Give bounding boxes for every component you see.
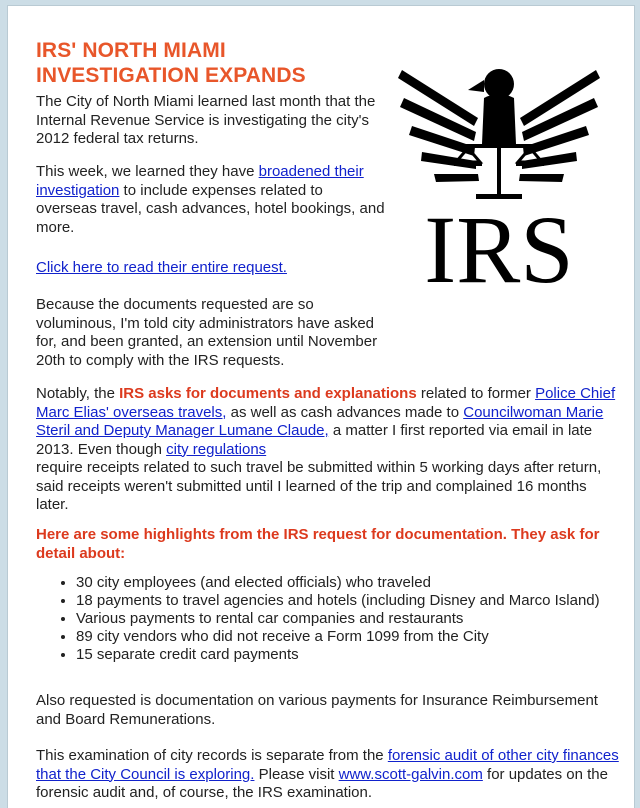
extension-paragraph: Because the documents requested are so voluminous, I'm told city administrators have asked for, and been granted, an extension until November 20th to comply with the IRS requests. (36, 296, 378, 369)
list-item: • 89 city vendors who did not receive a Form 1099 from the City (76, 628, 616, 646)
request-paragraph (36, 259, 386, 278)
notably-text-2: related to former (416, 385, 536, 402)
examination-text-1: This examination of city records is separate from the (36, 747, 388, 764)
police-chief-travels-link[interactable]: Police Chief Marc Elias' overseas travels, (36, 385, 616, 421)
highlights-list (36, 574, 616, 664)
list-item: • 15 separate credit card payments (76, 646, 616, 664)
notably-text-5: require receipts related to such travel be submitted within 5 working days after return, said receipts weren't submitted until I learned of the trip and complained 16 months later. (36, 459, 602, 513)
councilwoman-link[interactable]: Councilwoman Marie Steril and Deputy Manager Lumane Claude, (36, 403, 604, 439)
list-item: • 30 city employees (and elected officials) who traveled (76, 574, 616, 592)
irs-asks-highlight: IRS asks for documents and explanations (119, 385, 417, 402)
notably-paragraph (36, 385, 621, 515)
read-request-link[interactable]: Click here to read their entire request. (36, 259, 287, 276)
notably-text-3: as well as cash advances made to (226, 403, 464, 421)
website-link[interactable]: www.scott-galvin.com (338, 765, 483, 783)
also-requested-paragraph: Also requested is documentation on various payments for Insurance Reimbursement and Board Remunerations. (36, 692, 598, 728)
notably-text-1: Notably, the (36, 385, 120, 402)
article-card (7, 5, 635, 808)
examination-text-3: for updates on the forensic audit and, of course, the IRS examination. (36, 765, 608, 801)
broadened-text-before: This week, we learned they have (36, 163, 259, 180)
list-item: • Various payments to rental car companies and restaurants (76, 610, 616, 628)
notably-text-4: a matter I first reported via email in late 2013. Even though (36, 422, 593, 458)
forensic-audit-link[interactable]: forensic audit of other city finances that the City Council is exploring. (36, 747, 619, 783)
broadened-paragraph (36, 163, 386, 237)
article-title: IRS' NORTH MIAMI INVESTIGATION EXPANDS (36, 39, 306, 87)
city-regulations-link[interactable]: city regulations (166, 440, 267, 458)
highlights-heading: Here are some highlights from the IRS request for documentation. They ask for detail about: (36, 526, 600, 562)
intro-paragraph: The City of North Miami learned last month that the Internal Revenue Service is investigating the city's 2012 federal tax returns. (36, 93, 376, 147)
examination-text-2: Please visit (254, 765, 339, 783)
broadened-investigation-link[interactable]: broadened their investigation (36, 163, 364, 199)
broadened-text-after: to include expenses related to overseas travel, cash advances, hotel bookings, and more. (36, 181, 385, 236)
irs-eagle-logo (392, 46, 606, 298)
list-item: • 18 payments to travel agencies and hotels (including Disney and Marco Island) (76, 592, 616, 610)
examination-paragraph (36, 747, 621, 803)
irs-logo-text: IRS (424, 196, 574, 298)
